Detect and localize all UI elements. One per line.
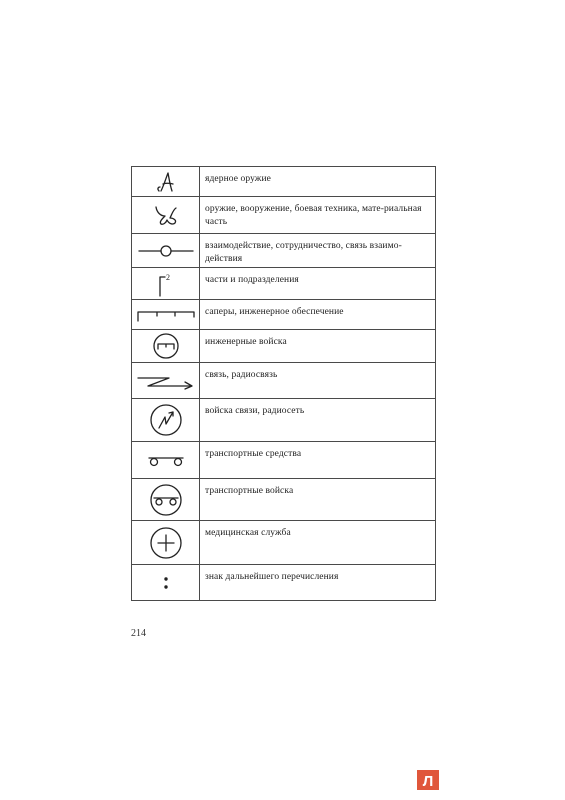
circle-wheels-icon xyxy=(132,482,199,518)
symbol-cell xyxy=(132,268,200,300)
symbol-cell xyxy=(132,197,200,234)
table-row xyxy=(132,197,436,234)
table-row xyxy=(132,167,436,197)
symbols-table xyxy=(131,166,436,601)
bracket-line-icon xyxy=(132,307,199,323)
zigzag-arrow-icon xyxy=(132,370,199,392)
symbol-cell xyxy=(132,399,200,442)
table-row xyxy=(132,234,436,268)
curl-icon xyxy=(132,202,199,228)
table-row xyxy=(132,330,436,363)
table-row xyxy=(132,399,436,442)
symbol-cell xyxy=(132,167,200,197)
table-row xyxy=(132,300,436,330)
line-with-circle-icon xyxy=(132,243,199,259)
symbol-cell xyxy=(132,479,200,521)
symbol-cell xyxy=(132,442,200,479)
description-cell: медицинская служба xyxy=(200,521,436,565)
symbol-cell xyxy=(132,363,200,399)
description-cell: войска связи, радиосеть xyxy=(200,399,436,442)
description-cell: части и подразделения xyxy=(200,268,436,300)
description-cell: взаимодействие, сотрудничество, связь взаимо-действия xyxy=(200,234,436,268)
publisher-logo xyxy=(417,770,439,790)
description-cell: оружие, вооружение, боевая техника, мате-риальная часть xyxy=(200,197,436,234)
wheels-icon xyxy=(132,453,199,467)
circle-lightning-icon xyxy=(132,402,199,438)
table-row xyxy=(132,521,436,565)
symbol-cell xyxy=(132,565,200,601)
description-cell: саперы, инженерное обеспечение xyxy=(200,300,436,330)
page-number: 214 xyxy=(131,628,146,639)
symbol-cell xyxy=(132,300,200,330)
symbol-cell xyxy=(132,330,200,363)
description-cell: ядерное оружие xyxy=(200,167,436,197)
bracket-superscript-icon xyxy=(132,270,199,298)
circle-plus-icon xyxy=(132,525,199,561)
symbol-cell xyxy=(132,521,200,565)
description-cell: связь, радиосвязь xyxy=(200,363,436,399)
circle-bracket-icon xyxy=(132,331,199,361)
description-cell: инженерные войска xyxy=(200,330,436,363)
description-cell: транспортные средства xyxy=(200,442,436,479)
description-cell: транспортные войска xyxy=(200,479,436,521)
table-row xyxy=(132,268,436,300)
symbol-cell xyxy=(132,234,200,268)
colon-icon xyxy=(132,573,199,593)
table-row xyxy=(132,565,436,601)
table-row xyxy=(132,442,436,479)
description-cell: знак дальнейшего перечисления xyxy=(200,565,436,601)
table-row xyxy=(132,479,436,521)
table-row xyxy=(132,363,436,399)
superscript-label: 2 xyxy=(165,272,170,282)
logo-letter: Л xyxy=(422,773,434,790)
letter-a-icon xyxy=(132,170,199,194)
